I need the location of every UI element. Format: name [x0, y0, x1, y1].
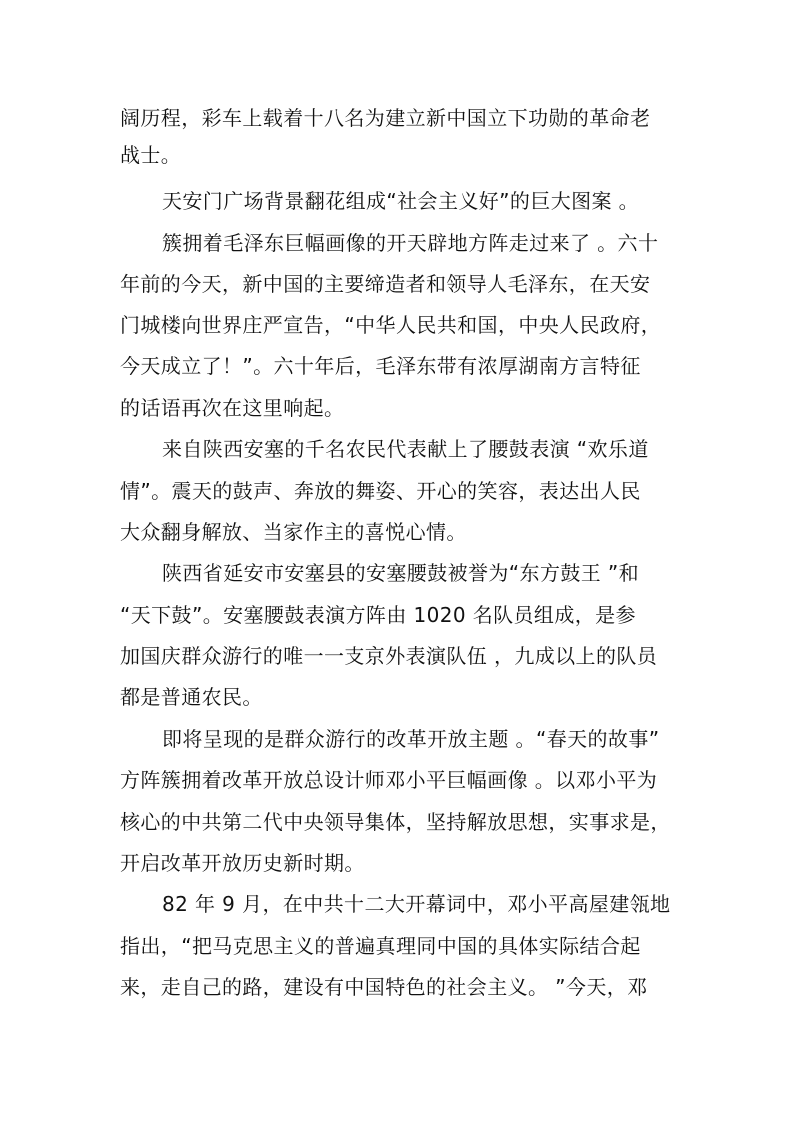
text-line: 指出，“把马克思主义的普遍真理同中国的具体实际结合起 [120, 934, 641, 958]
text-line: 阔历程，彩车上载着十八名为建立新中国立下功勋的革命老 [120, 106, 651, 130]
text-line: 年前的今天，新中国的主要缔造者和领导人毛泽东，在天安 [120, 272, 651, 296]
text-line: 加国庆群众游行的唯一一支京外表演队伍 ，九成以上的队员 [120, 644, 658, 668]
text-line: “天下鼓”。安塞腰鼓表演方阵由 1020 名队员组成，是参 [120, 603, 636, 627]
text-line: 来自陕西安塞的千名农民代表献上了腰鼓表演 “欢乐道 [162, 437, 649, 461]
text-line: 陕西省延安市安塞县的安塞腰鼓被誉为“东方鼓王 ”和 [162, 561, 640, 585]
text-line: 核心的中共第二代中央领导集体，坚持解放思想，实事求是， [120, 810, 671, 834]
text-line: 今天成立了！”。六十年后，毛泽东带有浓厚湖南方言特征 [120, 354, 641, 378]
text-line: 门城楼向世界庄严宣告，“中华人民共和国，中央人民政府， [120, 313, 662, 337]
text-line: 来，走自己的路，建设有中国特色的社会主义。 ”今天，邓 [120, 975, 648, 999]
text-line: 情”。震天的鼓声、奔放的舞姿、开心的笑容，表达出人民 [120, 479, 641, 503]
text-line: 开启改革开放历史新时期。 [120, 851, 365, 875]
text-line: 战士。 [120, 143, 182, 167]
text-line: 即将呈现的是群众游行的改革开放主题 。“春天的故事” [162, 727, 660, 751]
text-line: 的话语再次在这里响起。 [120, 396, 345, 420]
text-line: 都是普通农民。 [120, 685, 263, 709]
text-line: 天安门广场背景翻花组成“社会主义好”的巨大图案 。 [162, 189, 640, 213]
text-line: 大众翻身解放、当家作主的喜悦心情。 [120, 520, 467, 544]
text-line: 82 年 9 月，在中共十二大开幕词中，邓小平高屋建瓴地 [162, 892, 671, 916]
text-line: 方阵簇拥着改革开放总设计师邓小平巨幅画像 。以邓小平为 [120, 768, 658, 792]
text-line: 簇拥着毛泽东巨幅画像的开天辟地方阵走过来了 。六十 [162, 231, 659, 255]
